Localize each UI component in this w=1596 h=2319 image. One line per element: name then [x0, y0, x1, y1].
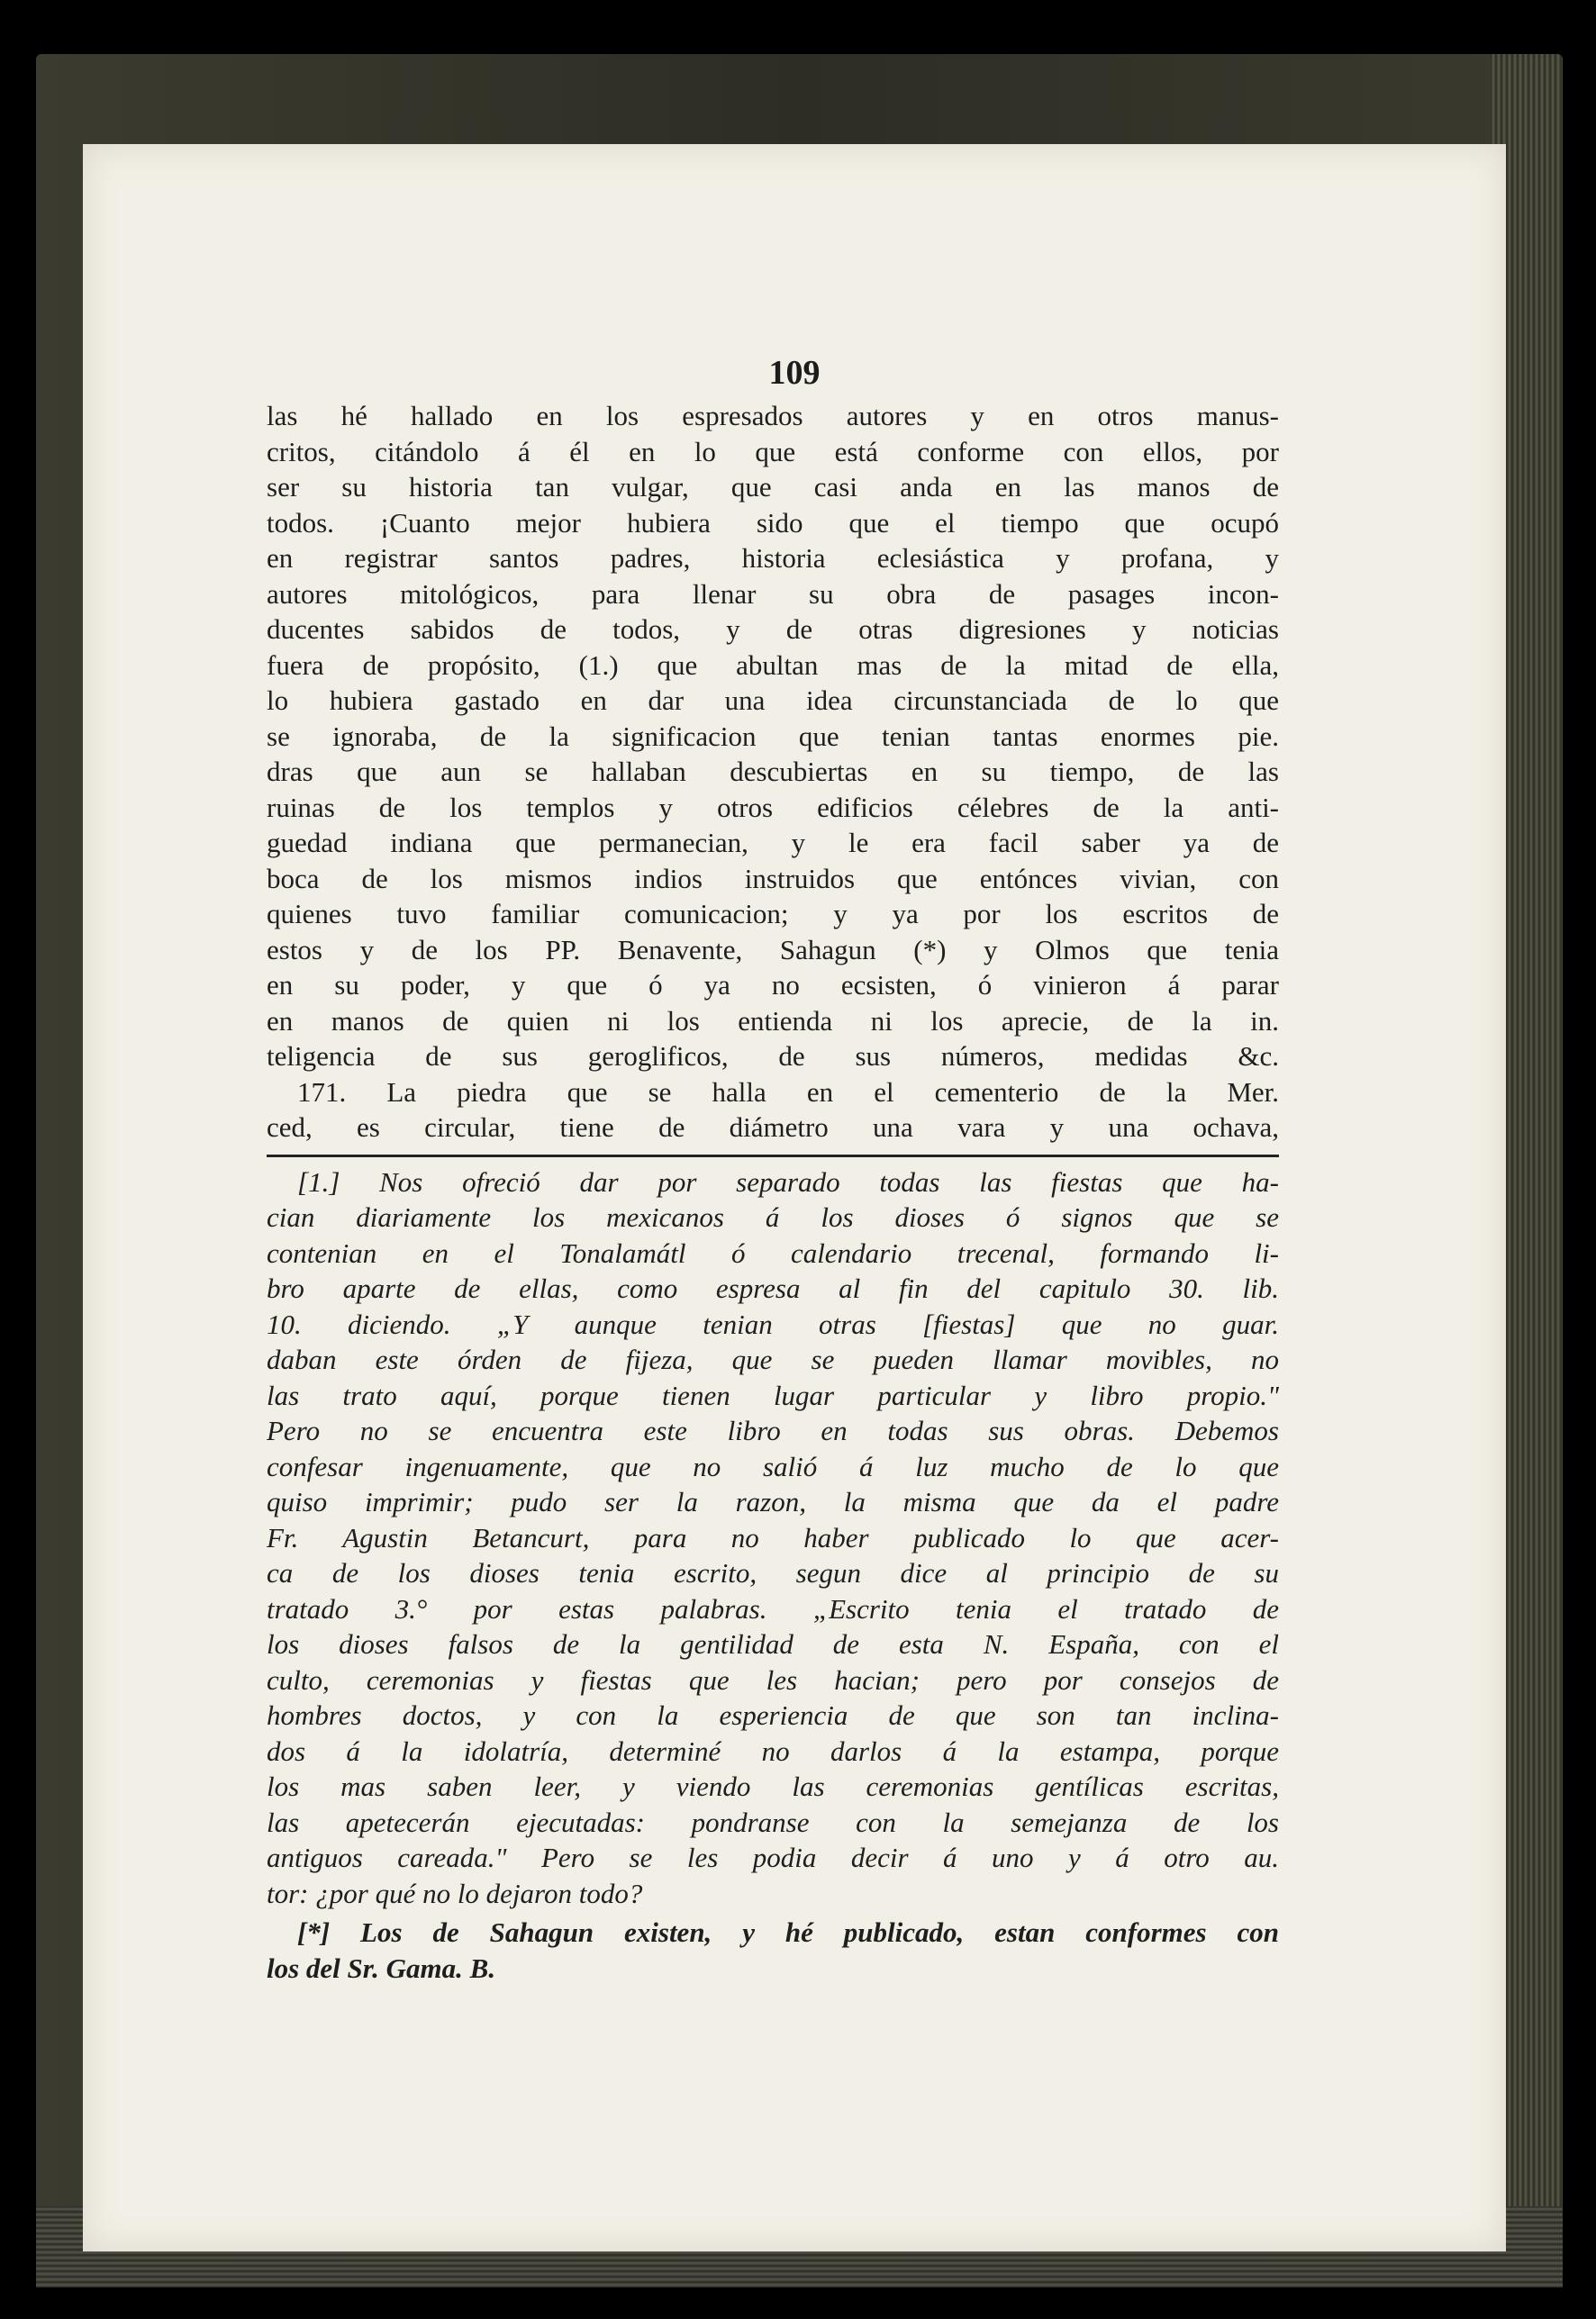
footnote-line: las apetecerán ejecutadas: pondranse con la semejanza de los — [267, 1806, 1279, 1838]
text-line: se ignoraba, de la significacion que tenian tantas enormes pie. — [267, 720, 1279, 752]
footnote-line: [1.] Nos ofreció dar por separado todas las fiestas que ha- — [297, 1165, 1279, 1198]
text-line: autores mitológicos, para llenar su obra de pasages incon- — [267, 577, 1279, 610]
text-line: critos, citándolo á él en lo que está conforme con ellos, por — [267, 435, 1279, 467]
footnote-line: contenian en el Tonalamátl ó calendario trecenal, formando li- — [267, 1236, 1279, 1269]
main-paragraph — [267, 398, 1279, 1074]
text-line: ser su historia tan vulgar, que casi anda en las manos de — [267, 471, 1279, 503]
text-line: en manos de quien ni los entienda ni los aprecie, de la in. — [267, 1004, 1279, 1037]
footnote-line: ca de los dioses tenia escrito, segun dice al principio de su — [267, 1557, 1279, 1589]
footnote-line: los mas saben leer, y viendo las ceremonias gentílicas escritas, — [267, 1771, 1279, 1802]
text-line: lo hubiera gastado en dar una idea circunstanciada de lo que — [267, 684, 1279, 716]
footnote-line: Pero no se encuentra este libro en todas sus obras. Debemos — [267, 1415, 1279, 1446]
footnote-line: daban este órden de fijeza, que se pueden llamar movibles, no — [267, 1344, 1279, 1375]
section-heading-line: 171. La piedra que se halla en el cementerio de la Mer. — [297, 1075, 1279, 1108]
footnote-line: cian diariamente los mexicanos á los dioses ó signos que se — [267, 1201, 1279, 1233]
footnote-line: los dioses falsos de la gentilidad de esta N. España, con el — [267, 1628, 1279, 1660]
text-line: en su poder, y que ó ya no ecsisten, ó vinieron á parar — [267, 969, 1279, 1001]
text-line: quienes tuvo familiar comunicacion; y ya por los escritos de — [267, 898, 1279, 929]
text-line: ducentes sabidos de todos, y de otras digresiones y noticias — [267, 613, 1279, 645]
footnote-line: antiguos careada." Pero se les podia decir á uno y á otro au. — [267, 1842, 1279, 1873]
footnote-1 — [267, 1164, 1279, 1912]
footnote-line: Fr. Agustin Betancurt, para no haber publicado lo que acer- — [267, 1521, 1279, 1554]
page-number: 109 — [768, 354, 821, 392]
text-line: teligencia de sus geroglificos, de sus números, medidas &c. — [267, 1040, 1279, 1072]
footnote-line: dos á la idolatría, determiné no darlos á la estampa, porque — [267, 1735, 1279, 1767]
text-line: ced, es circular, tiene de diámetro una vara y una ochava, — [267, 1111, 1279, 1143]
scan-frame — [36, 54, 1563, 2287]
footnote-line: 10. diciendo. „Y aunque tenian otras [fiestas] que no guar. — [267, 1308, 1279, 1340]
footnote-star — [267, 1915, 1279, 1986]
footnote-line: los del Sr. Gama. B. — [267, 1952, 496, 1984]
footnote-line: hombres doctos, y con la esperiencia de que son tan inclina- — [267, 1699, 1279, 1731]
text-line: guedad indiana que permanecian, y le era facil saber ya de — [267, 827, 1279, 858]
footnote-divider — [267, 1155, 1279, 1157]
text-line: fuera de propósito, (1.) que abultan mas de la mitad de ella, — [267, 648, 1279, 681]
footnote-line: tratado 3.° por estas palabras. „Escrito tenia el tratado de — [267, 1592, 1279, 1625]
footnote-line: culto, ceremonias y fiestas que les hacian; pero por consejos de — [267, 1663, 1279, 1696]
footnote-line: bro aparte de ellas, como espresa al fin del capitulo 30. lib. — [267, 1273, 1279, 1304]
text-line: en registrar santos padres, historia eclesiástica y profana, y — [267, 542, 1279, 574]
text-line: dras que aun se hallaban descubiertas en su tiempo, de las — [267, 756, 1279, 787]
footnote-line: confesar ingenuamente, que no salió á luz mucho de lo que — [267, 1450, 1279, 1482]
text-line: ruinas de los templos y otros edificios célebres de la anti- — [267, 791, 1279, 823]
body-text — [267, 398, 1279, 1986]
text-line: estos y de los PP. Benavente, Sahagun (*) y Olmos que tenia — [267, 933, 1279, 965]
footnote-line: [*] Los de Sahagun existen, y hé publicado, estan conformes con — [297, 1916, 1279, 1948]
footnote-line: las trato aquí, porque tienen lugar particular y libro propio." — [267, 1379, 1279, 1411]
footnote-line: tor: ¿por qué no lo dejaron todo? — [267, 1877, 643, 1909]
footnote-line: quiso imprimir; pudo ser la razon, la misma que da el padre — [267, 1486, 1279, 1517]
book-page — [83, 144, 1506, 2251]
text-line: todos. ¡Cuanto mejor hubiera sido que el tiempo que ocupó — [267, 506, 1279, 539]
section-171 — [267, 1074, 1279, 1146]
text-line: las hé hallado en los espresados autores y en otros manus- — [267, 400, 1279, 431]
text-line: boca de los mismos indios instruidos que entónces vivian, con — [267, 862, 1279, 894]
